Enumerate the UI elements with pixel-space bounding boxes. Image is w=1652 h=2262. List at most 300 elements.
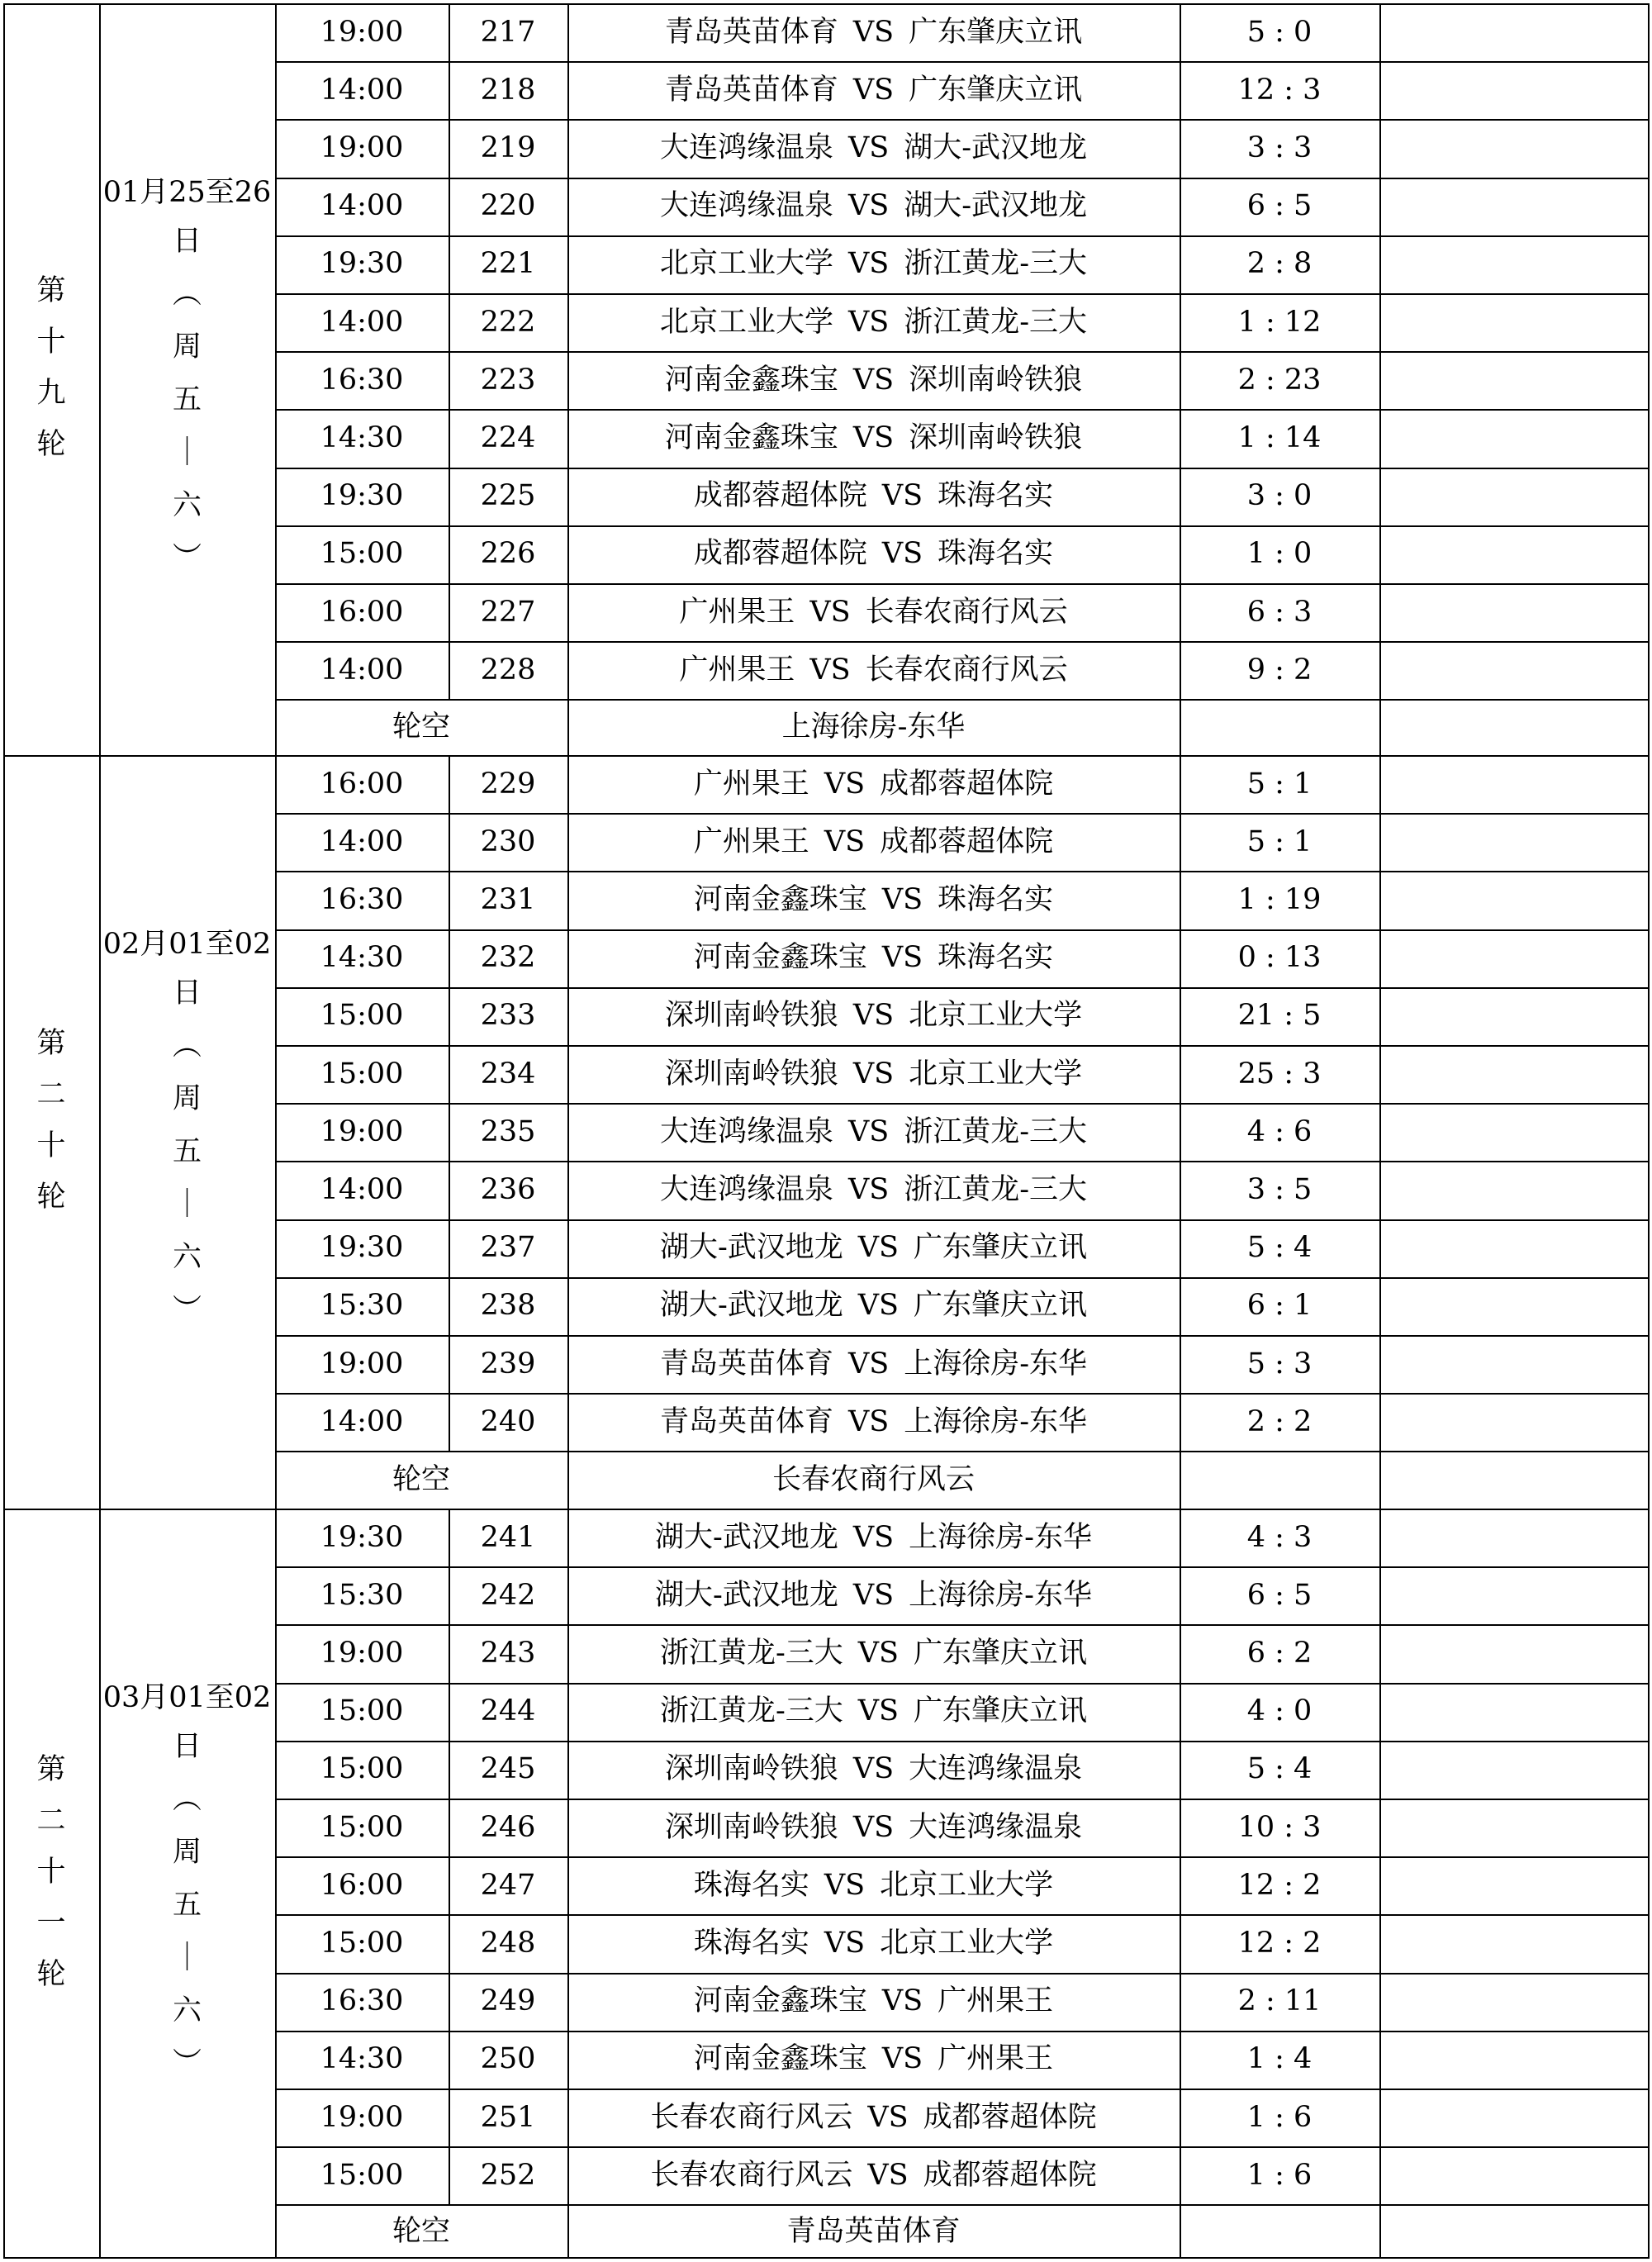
- match-score: 1 : 19: [1237, 882, 1322, 916]
- match-note: [1379, 293, 1650, 351]
- round-date: [99, 930, 275, 1349]
- match-number: 225: [480, 479, 536, 513]
- round-date-char: 周: [172, 1836, 202, 1869]
- vs-label: VS: [852, 1520, 895, 1554]
- match-teams: [567, 813, 1180, 871]
- away-team: 浙江黄龙-三大: [904, 1172, 1088, 1206]
- match-number: 222: [480, 305, 536, 339]
- match-teams: [567, 1161, 1180, 1219]
- match-score: 1 : 6: [1246, 2158, 1313, 2192]
- match-note: [1379, 1799, 1650, 1856]
- match-number: 239: [480, 1347, 536, 1380]
- match-teams: [567, 1683, 1180, 1741]
- home-team: 河南金鑫珠宝: [693, 2042, 867, 2076]
- home-team: 河南金鑫珠宝: [664, 421, 838, 454]
- match-number: 244: [480, 1694, 536, 1728]
- match-time: 16:00: [320, 1868, 404, 1902]
- home-team: 长春农商行风云: [650, 2100, 853, 2134]
- match-time: 19:00: [320, 1636, 404, 1670]
- match-number: 219: [480, 131, 536, 164]
- away-team: 珠海名实: [938, 941, 1054, 975]
- match-number: 235: [480, 1114, 536, 1148]
- match-score: 5 : 3: [1246, 1347, 1313, 1380]
- away-team: 北京工业大学: [909, 999, 1083, 1033]
- round-name-char: 十: [36, 1129, 66, 1162]
- match-note: [1379, 871, 1650, 929]
- match-teams: [567, 468, 1180, 525]
- bye-score: [1180, 2204, 1379, 2259]
- home-team: 成都蓉超体院: [693, 479, 867, 513]
- match-score: 4 : 6: [1246, 1114, 1313, 1148]
- round-date: [99, 1681, 275, 2103]
- match-number: 217: [480, 15, 536, 49]
- match-time: 14:30: [320, 941, 404, 975]
- match-score: 3 : 5: [1246, 1172, 1313, 1206]
- away-team: 上海徐房-东华: [904, 1347, 1088, 1380]
- match-number: 242: [480, 1578, 536, 1612]
- match-teams: [567, 1799, 1180, 1856]
- vs-label: VS: [847, 247, 890, 281]
- vs-label: VS: [824, 824, 866, 858]
- match-teams: [567, 3, 1180, 61]
- match-note: [1379, 2031, 1650, 2089]
- match-note: [1379, 1566, 1650, 1624]
- match-score: 12 : 2: [1237, 1926, 1322, 1960]
- match-teams: [567, 1045, 1180, 1103]
- vs-label: VS: [847, 1347, 890, 1380]
- away-team: 湖大-武汉地龙: [904, 189, 1088, 223]
- match-note: [1379, 813, 1650, 871]
- away-team: 广东肇庆立讯: [909, 15, 1083, 49]
- home-team: 珠海名实: [693, 1926, 809, 1960]
- round-name-char: 轮: [36, 428, 66, 461]
- match-number: 223: [480, 363, 536, 397]
- round-name-char: 轮: [36, 1181, 66, 1214]
- round-date-char: 日: [172, 1730, 202, 1763]
- round-date-char: 五: [172, 1135, 202, 1168]
- match-score: 6 : 2: [1246, 1636, 1313, 1670]
- match-number: 236: [480, 1172, 536, 1206]
- match-time: 14:30: [320, 2042, 404, 2076]
- round-date: [99, 178, 275, 597]
- round-name-char: 十: [36, 1856, 66, 1889]
- bye-note: [1379, 699, 1650, 755]
- match-number: 228: [480, 653, 536, 687]
- match-score: 2 : 23: [1237, 363, 1322, 397]
- home-team: 深圳南岭铁狼: [664, 999, 838, 1033]
- match-time: 19:30: [320, 247, 404, 281]
- vs-label: VS: [857, 1694, 900, 1728]
- vs-label: VS: [881, 882, 923, 916]
- match-score: 6 : 1: [1246, 1289, 1313, 1323]
- round-date-char: 周: [172, 1082, 202, 1115]
- match-note: [1379, 929, 1650, 987]
- match-score: 4 : 3: [1246, 1520, 1313, 1554]
- round-name-char: 一: [36, 1907, 66, 1940]
- vs-label: VS: [857, 1289, 900, 1323]
- away-team: 广东肇庆立讯: [914, 1636, 1088, 1670]
- vs-label: VS: [824, 1926, 866, 1960]
- round-name-char: 二: [36, 1804, 66, 1837]
- match-score: 5 : 4: [1246, 1752, 1313, 1786]
- home-team: 长春农商行风云: [650, 2158, 853, 2192]
- match-time: 14:00: [320, 73, 404, 107]
- vs-label: VS: [824, 1868, 866, 1902]
- match-time: 14:00: [320, 824, 404, 858]
- away-team: 上海徐房-东华: [909, 1578, 1092, 1612]
- match-teams: [567, 755, 1180, 813]
- match-teams: [567, 1973, 1180, 2031]
- home-team: 青岛英苗体育: [664, 15, 838, 49]
- vs-label: VS: [809, 595, 851, 629]
- round-name-char: 第: [36, 274, 66, 307]
- match-number: 240: [480, 1404, 536, 1438]
- match-teams: [567, 1624, 1180, 1682]
- match-time: 15:30: [320, 1578, 404, 1612]
- home-team: 珠海名实: [693, 1868, 809, 1902]
- round-name-char: 九: [36, 377, 66, 410]
- match-time: 19:00: [320, 1114, 404, 1148]
- away-team: 大连鸿缘温泉: [909, 1810, 1083, 1844]
- match-time: 14:00: [320, 1172, 404, 1206]
- away-team: 广东肇庆立讯: [914, 1289, 1088, 1323]
- vs-label: VS: [847, 1404, 890, 1438]
- match-score: 6 : 5: [1246, 189, 1313, 223]
- match-time: 15:00: [320, 537, 404, 571]
- round-date-char: 六: [172, 1994, 202, 2027]
- bye-note: [1379, 1451, 1650, 1509]
- round-name: [3, 274, 99, 482]
- away-team: 浙江黄龙-三大: [904, 305, 1088, 339]
- match-time: 16:00: [320, 595, 404, 629]
- bye-team: 长春农商行风云: [771, 1462, 975, 1496]
- round-date-char: 六: [172, 1241, 202, 1274]
- vs-label: VS: [847, 1172, 890, 1206]
- match-score: 21 : 5: [1237, 999, 1322, 1033]
- match-note: [1379, 178, 1650, 235]
- match-score: 12 : 3: [1237, 73, 1322, 107]
- away-team: 深圳南岭铁狼: [909, 421, 1083, 454]
- match-note: [1379, 1914, 1650, 1972]
- round-date-char: 日: [172, 225, 202, 258]
- home-team: 湖大-武汉地龙: [659, 1289, 843, 1323]
- bye-label: 轮空: [392, 710, 450, 744]
- match-teams: [567, 641, 1180, 699]
- away-team: 广州果王: [938, 2042, 1054, 2076]
- match-time: 19:00: [320, 1347, 404, 1380]
- match-number: 233: [480, 999, 536, 1033]
- match-teams: [567, 1856, 1180, 1914]
- vs-label: VS: [881, 479, 923, 513]
- match-time: 15:00: [320, 1926, 404, 1960]
- home-team: 大连鸿缘温泉: [659, 1114, 833, 1148]
- round-name-char: 十: [36, 326, 66, 359]
- match-teams: [567, 1741, 1180, 1799]
- match-note: [1379, 641, 1650, 699]
- away-team: 成都蓉超体院: [923, 2100, 1097, 2134]
- vs-label: VS: [857, 1231, 900, 1265]
- match-number: 252: [480, 2158, 536, 2192]
- round-name: [3, 1753, 99, 2012]
- match-teams: [567, 1277, 1180, 1335]
- away-team: 北京工业大学: [909, 1057, 1083, 1091]
- match-note: [1379, 351, 1650, 409]
- match-number: 250: [480, 2042, 536, 2076]
- round-name-char: 第: [36, 1753, 66, 1786]
- match-note: [1379, 1277, 1650, 1335]
- round-name: [3, 1029, 99, 1234]
- home-team: 大连鸿缘温泉: [659, 131, 833, 164]
- vs-label: VS: [847, 189, 890, 223]
- vs-label: VS: [852, 73, 895, 107]
- bye-team: 上海徐房-东华: [781, 710, 966, 744]
- match-teams: [567, 2146, 1180, 2204]
- match-teams: [567, 2089, 1180, 2146]
- vs-label: VS: [847, 305, 890, 339]
- round-name-char: 第: [36, 1027, 66, 1060]
- vs-label: VS: [852, 363, 895, 397]
- round-name-char: 二: [36, 1078, 66, 1111]
- vs-label: VS: [867, 2158, 909, 2192]
- match-teams: [567, 525, 1180, 583]
- match-number: 224: [480, 421, 536, 454]
- match-note: [1379, 119, 1650, 177]
- vs-label: VS: [881, 941, 923, 975]
- match-teams: [567, 987, 1180, 1045]
- match-time: 16:30: [320, 882, 404, 916]
- vs-label: VS: [867, 2100, 909, 2134]
- match-number: 241: [480, 1520, 536, 1554]
- away-team: 湖大-武汉地龙: [904, 131, 1088, 164]
- match-score: 6 : 5: [1246, 1578, 1313, 1612]
- bye-label: 轮空: [392, 1462, 450, 1496]
- vs-label: VS: [809, 653, 851, 687]
- bye-score: [1180, 699, 1379, 755]
- match-score: 9 : 2: [1246, 653, 1313, 687]
- away-team: 珠海名实: [938, 537, 1054, 571]
- home-team: 大连鸿缘温泉: [659, 1172, 833, 1206]
- match-teams: [567, 1219, 1180, 1277]
- match-time: 14:00: [320, 305, 404, 339]
- match-note: [1379, 525, 1650, 583]
- vs-label: VS: [857, 1636, 900, 1670]
- match-teams: [567, 1566, 1180, 1624]
- match-time: 16:00: [320, 767, 404, 801]
- away-team: 成都蓉超体院: [880, 767, 1054, 801]
- home-team: 广州果王: [679, 653, 795, 687]
- match-teams: [567, 293, 1180, 351]
- match-time: 19:30: [320, 1231, 404, 1265]
- match-note: [1379, 468, 1650, 525]
- match-teams: [567, 235, 1180, 293]
- match-time: 15:00: [320, 1694, 404, 1728]
- match-time: 15:00: [320, 1752, 404, 1786]
- away-team: 深圳南岭铁狼: [909, 363, 1083, 397]
- match-note: [1379, 1509, 1650, 1566]
- match-teams: [567, 178, 1180, 235]
- vs-label: VS: [852, 1057, 895, 1091]
- vs-label: VS: [852, 15, 895, 49]
- match-score: 5 : 1: [1246, 767, 1313, 801]
- home-team: 河南金鑫珠宝: [693, 882, 867, 916]
- round-date-range: 02月01至02: [102, 928, 272, 961]
- match-teams: [567, 119, 1180, 177]
- match-score: 5 : 0: [1246, 15, 1313, 49]
- match-number: 227: [480, 595, 536, 629]
- match-teams: [567, 1509, 1180, 1566]
- match-time: 15:00: [320, 2158, 404, 2192]
- match-score: 10 : 3: [1237, 1810, 1322, 1844]
- round-date-char: ｜: [172, 1941, 202, 1974]
- match-score: 5 : 4: [1246, 1231, 1313, 1265]
- match-note: [1379, 1161, 1650, 1219]
- match-number: 243: [480, 1636, 536, 1670]
- away-team: 浙江黄龙-三大: [904, 247, 1088, 281]
- match-teams: [567, 1335, 1180, 1393]
- round-date-char: ︵: [172, 278, 202, 311]
- round-date-range: 01月25至26: [102, 176, 272, 209]
- away-team: 成都蓉超体院: [880, 824, 1054, 858]
- match-time: 14:00: [320, 189, 404, 223]
- round-date-char: 五: [172, 1889, 202, 1922]
- match-number: 218: [480, 73, 536, 107]
- match-score: 25 : 3: [1237, 1057, 1322, 1091]
- round-date-char: 五: [172, 383, 202, 416]
- home-team: 青岛英苗体育: [659, 1404, 833, 1438]
- vs-label: VS: [881, 537, 923, 571]
- match-number: 230: [480, 824, 536, 858]
- match-time: 15:30: [320, 1289, 404, 1323]
- match-time: 15:00: [320, 1057, 404, 1091]
- match-note: [1379, 583, 1650, 641]
- match-number: 247: [480, 1868, 536, 1902]
- match-note: [1379, 1973, 1650, 2031]
- home-team: 深圳南岭铁狼: [664, 1810, 838, 1844]
- round-date-char: 六: [172, 489, 202, 522]
- match-note: [1379, 1335, 1650, 1393]
- away-team: 上海徐房-东华: [909, 1520, 1092, 1554]
- vs-label: VS: [852, 421, 895, 454]
- table-bottom-border: [3, 2257, 1650, 2259]
- home-team: 湖大-武汉地龙: [655, 1520, 838, 1554]
- match-score: 1 : 0: [1246, 537, 1313, 571]
- match-number: 231: [480, 882, 536, 916]
- round-date-char: ︶: [172, 2047, 202, 2080]
- vs-label: VS: [824, 767, 866, 801]
- match-score: 2 : 11: [1237, 1984, 1322, 2018]
- match-score: 2 : 8: [1246, 247, 1313, 281]
- vs-label: VS: [852, 999, 895, 1033]
- match-score: 0 : 13: [1237, 941, 1322, 975]
- match-number: 221: [480, 247, 536, 281]
- round-date-char: ︵: [172, 1029, 202, 1062]
- vs-label: VS: [881, 2042, 923, 2076]
- match-time: 14:00: [320, 653, 404, 687]
- vs-label: VS: [847, 131, 890, 164]
- home-team: 深圳南岭铁狼: [664, 1752, 838, 1786]
- match-note: [1379, 409, 1650, 467]
- match-teams: [567, 2031, 1180, 2089]
- match-score: 6 : 3: [1246, 595, 1313, 629]
- match-teams: [567, 1103, 1180, 1161]
- away-team: 广东肇庆立讯: [914, 1231, 1088, 1265]
- match-time: 19:00: [320, 2100, 404, 2134]
- home-team: 青岛英苗体育: [659, 1347, 833, 1380]
- bye-note: [1379, 2204, 1650, 2259]
- match-teams: [567, 1393, 1180, 1451]
- vs-label: VS: [881, 1984, 923, 2018]
- match-note: [1379, 1219, 1650, 1277]
- match-note: [1379, 1393, 1650, 1451]
- match-number: 249: [480, 1984, 536, 2018]
- away-team: 广东肇庆立讯: [914, 1694, 1088, 1728]
- match-time: 14:30: [320, 421, 404, 454]
- match-teams: [567, 583, 1180, 641]
- match-time: 19:30: [320, 1520, 404, 1554]
- home-team: 广州果王: [693, 767, 809, 801]
- home-team: 湖大-武汉地龙: [659, 1231, 843, 1265]
- bye-label: 轮空: [392, 2214, 450, 2248]
- match-time: 15:00: [320, 1810, 404, 1844]
- round-date-char: 日: [172, 977, 202, 1010]
- match-time: 19:00: [320, 15, 404, 49]
- match-number: 237: [480, 1231, 536, 1265]
- match-score: 4 : 0: [1246, 1694, 1313, 1728]
- match-teams: [567, 409, 1180, 467]
- match-note: [1379, 1045, 1650, 1103]
- away-team: 上海徐房-东华: [904, 1404, 1088, 1438]
- home-team: 广州果王: [679, 595, 795, 629]
- match-number: 245: [480, 1752, 536, 1786]
- round-date-range: 03月01至02: [102, 1681, 272, 1714]
- round-date-char: 周: [172, 330, 202, 364]
- home-team: 湖大-武汉地龙: [655, 1578, 838, 1612]
- away-team: 北京工业大学: [880, 1868, 1054, 1902]
- away-team: 珠海名实: [938, 479, 1054, 513]
- match-time: 19:30: [320, 479, 404, 513]
- match-note: [1379, 2089, 1650, 2146]
- away-team: 广州果王: [938, 1984, 1054, 2018]
- away-team: 北京工业大学: [880, 1926, 1054, 1960]
- match-time: 14:00: [320, 1404, 404, 1438]
- match-score: 1 : 14: [1237, 421, 1322, 454]
- home-team: 北京工业大学: [659, 305, 833, 339]
- match-note: [1379, 235, 1650, 293]
- match-note: [1379, 1103, 1650, 1161]
- match-time: 16:30: [320, 363, 404, 397]
- round-date-char: ｜: [172, 436, 202, 469]
- round-name-char: 轮: [36, 1958, 66, 1991]
- vs-label: VS: [852, 1578, 895, 1612]
- match-time: 19:00: [320, 131, 404, 164]
- match-teams: [567, 871, 1180, 929]
- match-time: 16:30: [320, 1984, 404, 2018]
- vs-label: VS: [852, 1752, 895, 1786]
- match-number: 251: [480, 2100, 536, 2134]
- away-team: 珠海名实: [938, 882, 1054, 916]
- match-score: 2 : 2: [1246, 1404, 1313, 1438]
- match-number: 220: [480, 189, 536, 223]
- match-number: 229: [480, 767, 536, 801]
- home-team: 广州果王: [693, 824, 809, 858]
- home-team: 深圳南岭铁狼: [664, 1057, 838, 1091]
- match-note: [1379, 3, 1650, 61]
- round-date-char: ︵: [172, 1783, 202, 1816]
- bye-score: [1180, 1451, 1379, 1509]
- match-teams: [567, 1914, 1180, 1972]
- match-score: 3 : 0: [1246, 479, 1313, 513]
- home-team: 青岛英苗体育: [664, 73, 838, 107]
